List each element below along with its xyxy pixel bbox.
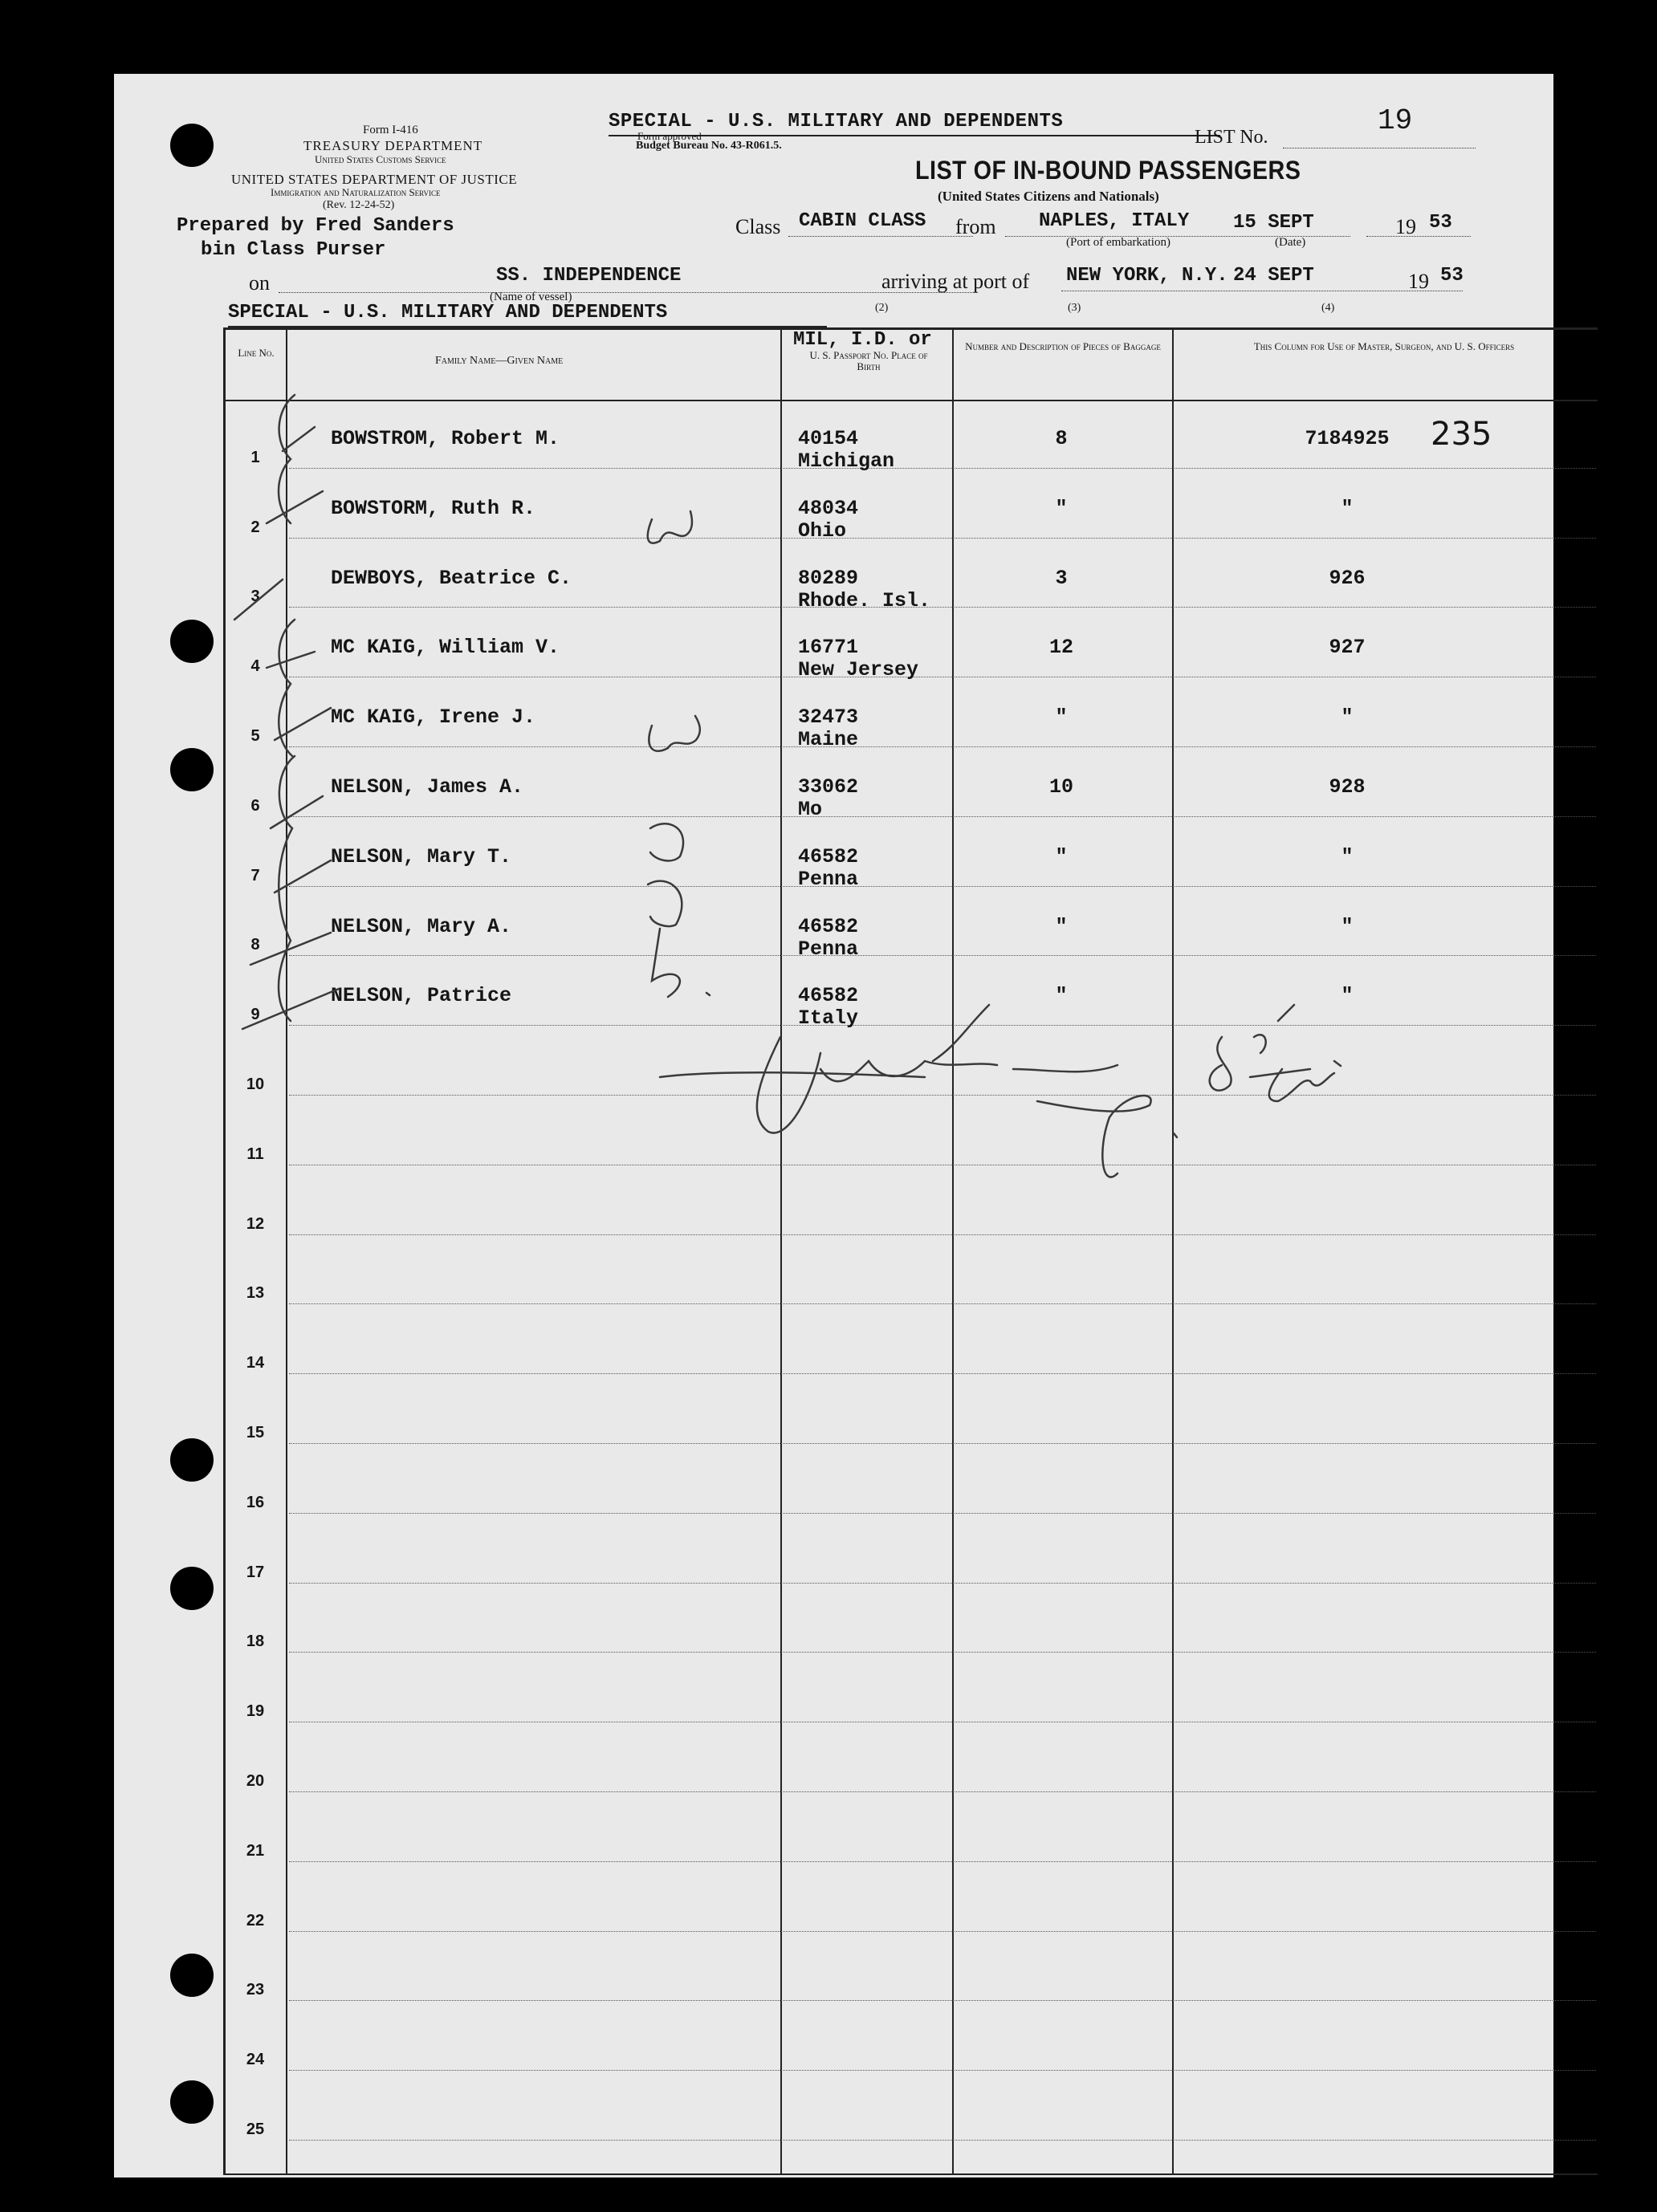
baggage-count: 3 xyxy=(1055,566,1068,590)
line-number: 14 xyxy=(246,1354,265,1372)
list-title: LIST OF IN-BOUND PASSENGERS xyxy=(915,156,1301,185)
on-label: on xyxy=(249,271,270,295)
line-number: 3 xyxy=(250,588,260,606)
form-number: Form I-416 xyxy=(363,124,418,136)
officer-number: " xyxy=(1341,914,1354,938)
from-value: NAPLES, ITALY xyxy=(1039,210,1190,232)
department-of-justice: UNITED STATES DEPARTMENT OF JUSTICE xyxy=(231,172,518,187)
baggage-count: 8 xyxy=(1055,427,1068,450)
line-number: 12 xyxy=(246,1214,265,1233)
line-number: 13 xyxy=(246,1284,265,1303)
line-number: 15 xyxy=(246,1424,265,1441)
date-label: (Date) xyxy=(1275,236,1306,249)
passenger-name: BOWSTORM, Ruth R. xyxy=(331,496,536,520)
line-number: 7 xyxy=(250,866,260,884)
handwritten-annotations xyxy=(114,74,1553,2177)
passenger-name: NELSON, Mary A. xyxy=(331,914,512,938)
line-number: 19 xyxy=(246,1702,265,1721)
place-of-birth: New Jersey xyxy=(798,658,919,682)
baggage-count: " xyxy=(1055,496,1068,520)
baggage-count: " xyxy=(1055,984,1068,1008)
header-line-no: Line No. xyxy=(238,347,275,359)
prepared-role: bin Class Purser xyxy=(201,239,386,261)
line-number: 8 xyxy=(250,936,260,954)
baggage-count: 10 xyxy=(1048,775,1073,799)
officer-number: 927 xyxy=(1329,636,1366,660)
class-label: Class xyxy=(735,215,781,238)
passenger-name: BOWSTROM, Robert M. xyxy=(331,427,560,450)
line-number: 22 xyxy=(246,1911,265,1929)
officer-number: 928 xyxy=(1329,775,1366,799)
line-number: 9 xyxy=(250,1006,260,1024)
header-officers: This Column for Use of Master, Surgeon, and U. S. Officers xyxy=(1253,340,1515,352)
passenger-name: MC KAIG, William V. xyxy=(331,636,560,660)
list-no-value: 19 xyxy=(1378,104,1413,137)
id-number: 40154 xyxy=(798,427,859,450)
line-number: 23 xyxy=(246,1981,265,1999)
customs-service: United States Customs Service xyxy=(315,153,446,165)
budget-bureau: Budget Bureau No. 43-R061.5. xyxy=(636,140,782,152)
passenger-manifest-sheet xyxy=(114,74,1553,2177)
arriving-date: 24 SEPT xyxy=(1233,265,1314,287)
baggage-count: " xyxy=(1055,705,1068,730)
line-number: 24 xyxy=(246,2051,265,2069)
baggage-count: " xyxy=(1055,914,1068,938)
id-number: 46582 xyxy=(798,914,859,938)
officer-number: " xyxy=(1341,984,1354,1008)
id-number: 16771 xyxy=(798,636,859,660)
header-name: Family Name—Given Name xyxy=(435,355,564,367)
place-of-birth: Mo xyxy=(798,798,823,821)
header-baggage: Number and Description of Pieces of Baggage xyxy=(965,340,1161,352)
id-number: 48034 xyxy=(798,496,859,520)
baggage-count: " xyxy=(1055,844,1068,868)
line-number: 5 xyxy=(250,727,260,745)
line-number: 10 xyxy=(246,1076,265,1093)
line-number: 2 xyxy=(250,518,260,536)
vessel-label: (Name of vessel) xyxy=(490,291,572,303)
place-of-birth: Italy xyxy=(798,1006,859,1031)
id-number: 46582 xyxy=(798,984,859,1008)
line-number: 25 xyxy=(246,2121,265,2138)
place-of-birth: Rhode. Isl. xyxy=(798,588,931,612)
col-num-3: (3) xyxy=(1068,302,1081,314)
revision-date: (Rev. 12-24-52) xyxy=(323,199,395,211)
year-prefix: 19 xyxy=(1395,215,1416,238)
place-of-birth: Michigan xyxy=(798,449,895,473)
arriving-year: 53 xyxy=(1440,265,1464,287)
line-number: 4 xyxy=(250,657,260,676)
form-approved: Form approved xyxy=(637,130,702,142)
passenger-name: NELSON, Mary T. xyxy=(331,844,512,868)
baggage-count: 12 xyxy=(1048,636,1073,660)
vessel-value: SS. INDEPENDENCE xyxy=(496,265,682,287)
passenger-name: MC KAIG, Irene J. xyxy=(331,705,536,730)
line-number: 20 xyxy=(246,1772,265,1790)
prepared-by: Prepared by Fred Sanders xyxy=(177,215,454,237)
id-number: 80289 xyxy=(798,566,859,590)
officer-number: " xyxy=(1341,705,1354,730)
line-number: 21 xyxy=(246,1841,265,1860)
officer-number: 7184925 xyxy=(1305,427,1390,450)
place-of-birth: Penna xyxy=(798,937,859,961)
id-number: 33062 xyxy=(798,775,859,799)
port-embarkation-label: (Port of embarkation) xyxy=(1066,236,1170,249)
line-number: 17 xyxy=(246,1563,265,1581)
header-id-printed: U. S. Passport No. Place of Birth xyxy=(809,349,928,372)
place-of-birth: Penna xyxy=(798,867,859,891)
id-number: 46582 xyxy=(798,844,859,868)
place-of-birth: Ohio xyxy=(798,518,847,543)
line-number: 11 xyxy=(246,1145,264,1163)
arriving-year-prefix: 19 xyxy=(1408,270,1429,293)
line-number: 18 xyxy=(246,1633,265,1651)
special-heading-top: SPECIAL - U.S. MILITARY AND DEPENDENTS xyxy=(609,111,1064,132)
list-no-label: LIST No. xyxy=(1195,127,1268,148)
date-value: 15 SEPT xyxy=(1233,212,1314,234)
header-id-typed: MIL, I.D. or xyxy=(793,329,932,351)
special-heading-bottom: SPECIAL - U.S. MILITARY AND DEPENDENTS xyxy=(228,302,668,323)
line-number: 1 xyxy=(250,448,260,466)
treasury-department: TREASURY DEPARTMENT xyxy=(303,138,483,153)
from-label: from xyxy=(955,215,996,238)
officer-number: " xyxy=(1341,496,1354,520)
officer-handwritten-number: 235 xyxy=(1431,416,1492,453)
list-subtitle: (United States Citizens and Nationals) xyxy=(938,189,1159,204)
officer-number: 926 xyxy=(1329,566,1366,590)
ins-service: Immigration and Naturalization Service xyxy=(271,186,441,198)
arriving-port: NEW YORK, N.Y. xyxy=(1066,265,1228,287)
officer-number: " xyxy=(1341,844,1354,868)
col-num-4: (4) xyxy=(1321,302,1335,314)
arriving-label: arriving at port of xyxy=(881,270,1030,293)
id-number: 32473 xyxy=(798,705,859,730)
line-number: 6 xyxy=(250,796,260,815)
year-value: 53 xyxy=(1429,212,1452,234)
passenger-name: NELSON, James A. xyxy=(331,775,524,799)
place-of-birth: Maine xyxy=(798,728,859,752)
passenger-name: DEWBOYS, Beatrice C. xyxy=(331,566,572,590)
passenger-name: NELSON, Patrice xyxy=(331,984,512,1008)
line-number: 16 xyxy=(246,1493,265,1511)
col-num-2: (2) xyxy=(875,302,889,314)
bracket-mark xyxy=(279,395,295,523)
class-value: CABIN CLASS xyxy=(799,210,926,232)
